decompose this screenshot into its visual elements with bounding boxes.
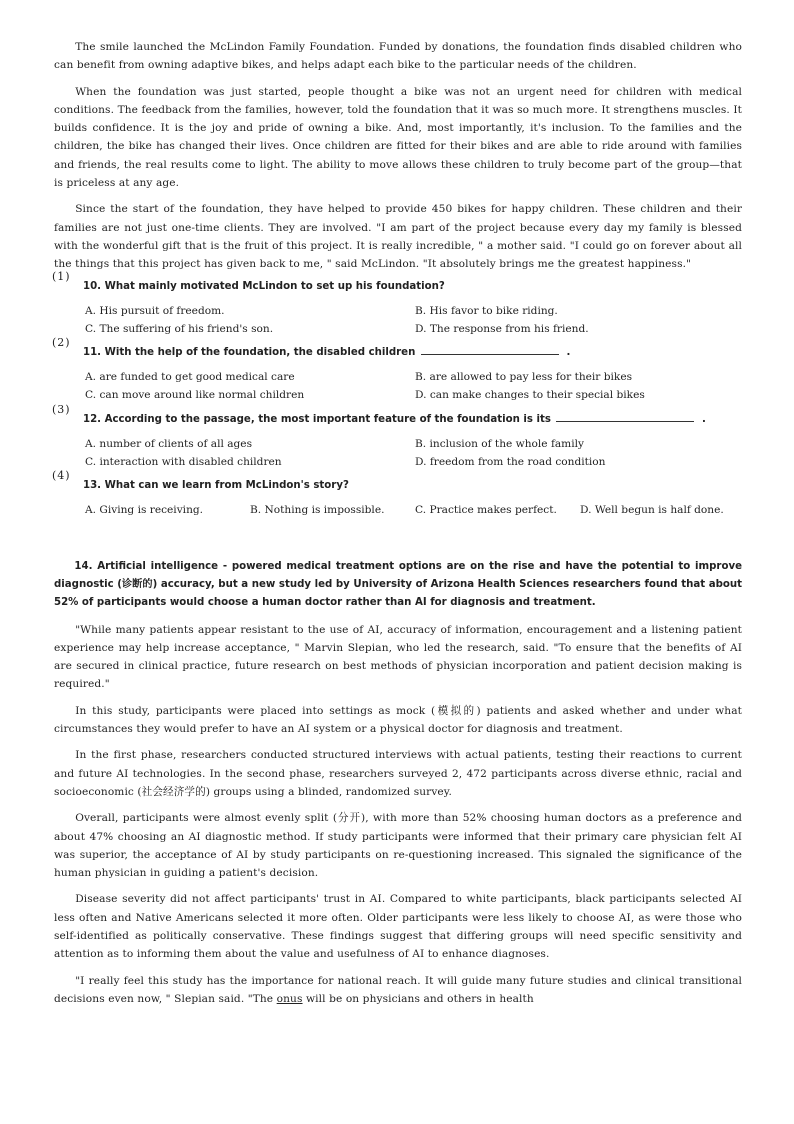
option-a[interactable]: A. His pursuit of freedom.	[85, 304, 225, 317]
answer-blank[interactable]	[556, 411, 694, 422]
question-12	[52, 402, 742, 472]
passage-a-paragraph-1: The smile launched the McLindon Family Foundation. Funded by donations, the foundation finds disabled children who can benefit from owning adaptive bikes, and helps adapt each bike to the particular needs of the children.	[54, 41, 742, 72]
passage-b-paragraph-4: Overall, participants were almost evenly split (分开), with more than 52% choosing human doctors as a preference and about 47% choosing an AI diagnostic method. If study participants were informed that their primary care physician felt AI was superior, the acceptance of AI by study participants on re-questioning increased. This signaled the significance of the human physician in guiding a patient's decision.	[54, 812, 742, 880]
question-11	[52, 336, 742, 405]
option-c[interactable]: C. Practice makes perfect.	[415, 504, 557, 517]
option-c[interactable]: C. can move around like normal children	[85, 389, 305, 402]
question-number: (3)	[52, 402, 71, 416]
section-spacer	[54, 520, 742, 558]
question-13	[52, 469, 742, 519]
option-d[interactable]: D. The response from his friend.	[415, 322, 589, 335]
options-list	[54, 302, 742, 339]
option-a[interactable]: A. are funded to get good medical care	[85, 371, 295, 384]
question-number: (4)	[52, 469, 71, 483]
option-a[interactable]: A. Giving is receiving.	[85, 504, 204, 517]
option-b[interactable]: B. Nothing is impossible.	[250, 504, 385, 517]
passage-b-paragraph-6: "I really feel this study has the importance for national reach. It will guide many future studies and clinical transitional decisions even now, " Slepian said. "The onus will be on physicians and others in health	[54, 974, 742, 1005]
option-a[interactable]: A. number of clients of all ages	[85, 437, 253, 450]
option-d[interactable]: D. freedom from the road condition	[415, 456, 606, 469]
option-d[interactable]: D. can make changes to their special bikes	[415, 389, 645, 402]
passage-a-paragraph-3: Since the start of the foundation, they have helped to provide 450 bikes for happy children. These children and their families are not just one-time clients. They are involved. "I am part of the project because every day my family is blessed with the wonderful gift that is the fruit of this project. It is really incredible, " a mother said. "I could go on forever about all the things that this project has given back to me, " said McLindon. "It absolutely brings me the greatest happiness."	[54, 203, 742, 271]
question-stem: 12. According to the passage, the most important feature of the foundation is its .	[54, 411, 742, 429]
option-c[interactable]: C. The suffering of his friend's son.	[85, 322, 274, 335]
option-b[interactable]: B. are allowed to pay less for their bikes	[415, 371, 633, 384]
passage-b-paragraph-5: Disease severity did not affect participants' trust in AI. Compared to white participants, black participants selected AI less often and Native Americans selected it more often. Older participants were less likely to choose AI, as were those who self-identified as politically conservative. These findings suggest that differing groups will need specific sensitivity and attention as to informing them about the value and usefulness of AI to enhance diagnoses.	[54, 893, 742, 961]
option-b[interactable]: B. inclusion of the whole family	[415, 437, 584, 450]
question-stem: 13. What can we learn from McLindon's story?	[83, 480, 349, 492]
options-list	[54, 435, 742, 472]
option-b[interactable]: B. His favor to bike riding.	[415, 304, 558, 317]
answer-blank[interactable]	[421, 344, 559, 355]
question-number: (1)	[52, 269, 71, 283]
document-page	[54, 38, 742, 1016]
question-number: (2)	[52, 336, 71, 350]
question-10	[52, 269, 742, 339]
option-c[interactable]: C. interaction with disabled children	[85, 456, 282, 469]
passage-a-paragraph-2: When the foundation was just started, people thought a bike was not an urgent need for children with medical conditions. The feedback from the families, however, told the foundation that it was so much more. It strengthens muscles. It builds confidence. It is the joy and pride of owning a bike. And, most importantly, it's inclusion. To the families and the children, the bike has changed their lives. Once children are fitted for their bikes and are able to ride around with families and friends, the real results come to light. The ability to move allows these children to truly become part of the group—that is priceless at any age.	[54, 85, 742, 190]
option-d[interactable]: D. Well begun is half done.	[580, 504, 724, 517]
passage-b-paragraph-1: "While many patients appear resistant to the use of AI, accuracy of information, encouragement and a listening patient experience may help increase acceptance, " Marvin Slepian, who led the research, said. "To ensure that the benefits of AI are secured in clinical practice, future research on best methods of physician incorporation and patient decision making is required."	[54, 623, 742, 691]
question-stem: 10. What mainly motivated McLindon to set up his foundation?	[83, 280, 445, 292]
passage-b-paragraph-2: In this study, participants were placed into settings as mock (模拟的) patients and asked whether and under what circumstances they would prefer to have an AI system or a physical doctor for diagnosis and treatment.	[54, 704, 742, 736]
passage-b-paragraph-3: In the first phase, researchers conducted structured interviews with actual patients, testing their reactions to current and future AI technologies. In the second phase, researchers surveyed 2, 472 participants across diverse ethnic, racial and socioeconomic (社会经济学的) groups using a blinded, randomized survey.	[54, 749, 742, 798]
options-list	[54, 501, 742, 519]
question-stem: 11. With the help of the foundation, the disabled children .	[54, 344, 742, 362]
underlined-word: onus	[276, 992, 303, 1005]
passage-b-heading: 14. Artificial intelligence - powered medical treatment options are on the rise and have the potential to improve diagnostic (诊断的) accuracy, but a new study led by University of Arizona Health Sciences researchers found that about 52% of participants would choose a human doctor rather than AI for diagnosis and treatment.	[54, 560, 742, 609]
options-list	[54, 368, 742, 405]
